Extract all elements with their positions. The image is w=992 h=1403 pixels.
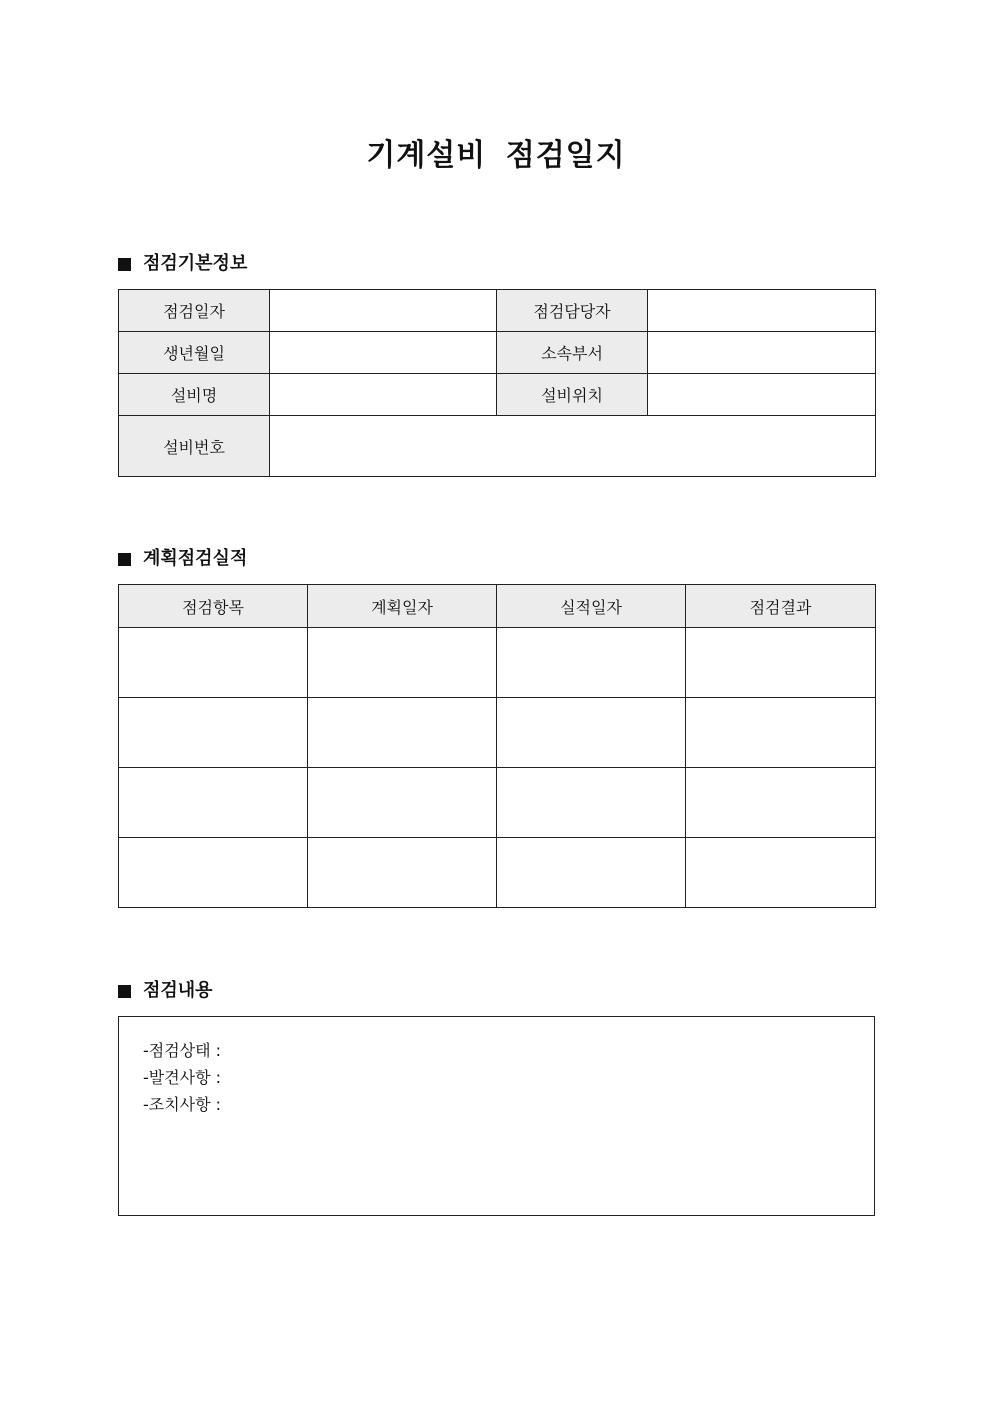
plan-date-cell[interactable] (308, 628, 497, 698)
table-row (119, 332, 876, 374)
section-heading-details (118, 978, 213, 1004)
inspection-details-lines (143, 1037, 221, 1118)
item-cell[interactable] (119, 768, 308, 838)
item-cell[interactable] (119, 838, 308, 908)
actual-date-cell[interactable] (497, 838, 686, 908)
result-cell[interactable] (686, 698, 876, 768)
equipment-name-field[interactable] (270, 374, 497, 416)
plan-date-cell[interactable] (308, 838, 497, 908)
table-header-row (119, 585, 876, 628)
page-title: 기계설비 점검일지 (366, 138, 626, 173)
basic-info-table (118, 289, 876, 477)
table-row (119, 416, 876, 477)
actual-date-cell[interactable] (497, 628, 686, 698)
table-row (119, 698, 876, 768)
inspector-field[interactable] (648, 290, 876, 332)
actual-date-cell[interactable] (497, 698, 686, 768)
result-cell[interactable] (686, 768, 876, 838)
column-header-result: 점검결과 (686, 585, 876, 628)
section-heading-plan-results (118, 546, 247, 572)
detail-line-status: -점검상태 : (143, 1041, 222, 1060)
item-cell[interactable] (119, 628, 308, 698)
item-cell[interactable] (119, 698, 308, 768)
result-cell[interactable] (686, 628, 876, 698)
result-cell[interactable] (686, 838, 876, 908)
section-heading-label: 점검기본정보 (143, 253, 248, 274)
section-heading-basic-info (118, 251, 247, 277)
table-row (119, 290, 876, 332)
column-header-item: 점검항목 (119, 585, 308, 628)
table-row (119, 628, 876, 698)
section-heading-label: 계획점검실적 (143, 548, 248, 569)
label-inspector: 점검담당자 (497, 290, 648, 332)
department-field[interactable] (648, 332, 876, 374)
label-birth-date: 생년월일 (119, 332, 270, 374)
equipment-location-field[interactable] (648, 374, 876, 416)
table-row (119, 768, 876, 838)
column-header-plan-date: 계획일자 (308, 585, 497, 628)
label-equipment-location: 설비위치 (497, 374, 648, 416)
square-bullet-icon (118, 553, 131, 566)
label-department: 소속부서 (497, 332, 648, 374)
table-row (119, 838, 876, 908)
inspection-details-box[interactable] (118, 1016, 875, 1216)
plan-date-cell[interactable] (308, 698, 497, 768)
label-equipment-number: 설비번호 (119, 416, 270, 477)
column-header-actual-date: 실적일자 (497, 585, 686, 628)
label-inspection-date: 점검일자 (119, 290, 270, 332)
table-row (119, 374, 876, 416)
plan-results-table (118, 584, 876, 908)
section-heading-label: 점검내용 (143, 980, 213, 1001)
inspection-date-field[interactable] (270, 290, 497, 332)
label-equipment-name: 설비명 (119, 374, 270, 416)
square-bullet-icon (118, 985, 131, 998)
equipment-number-field[interactable] (270, 416, 876, 477)
birth-date-field[interactable] (270, 332, 497, 374)
actual-date-cell[interactable] (497, 768, 686, 838)
detail-line-actions: -조치사항 : (143, 1095, 222, 1114)
square-bullet-icon (118, 258, 131, 271)
plan-date-cell[interactable] (308, 768, 497, 838)
detail-line-findings: -발견사항 : (143, 1068, 222, 1087)
